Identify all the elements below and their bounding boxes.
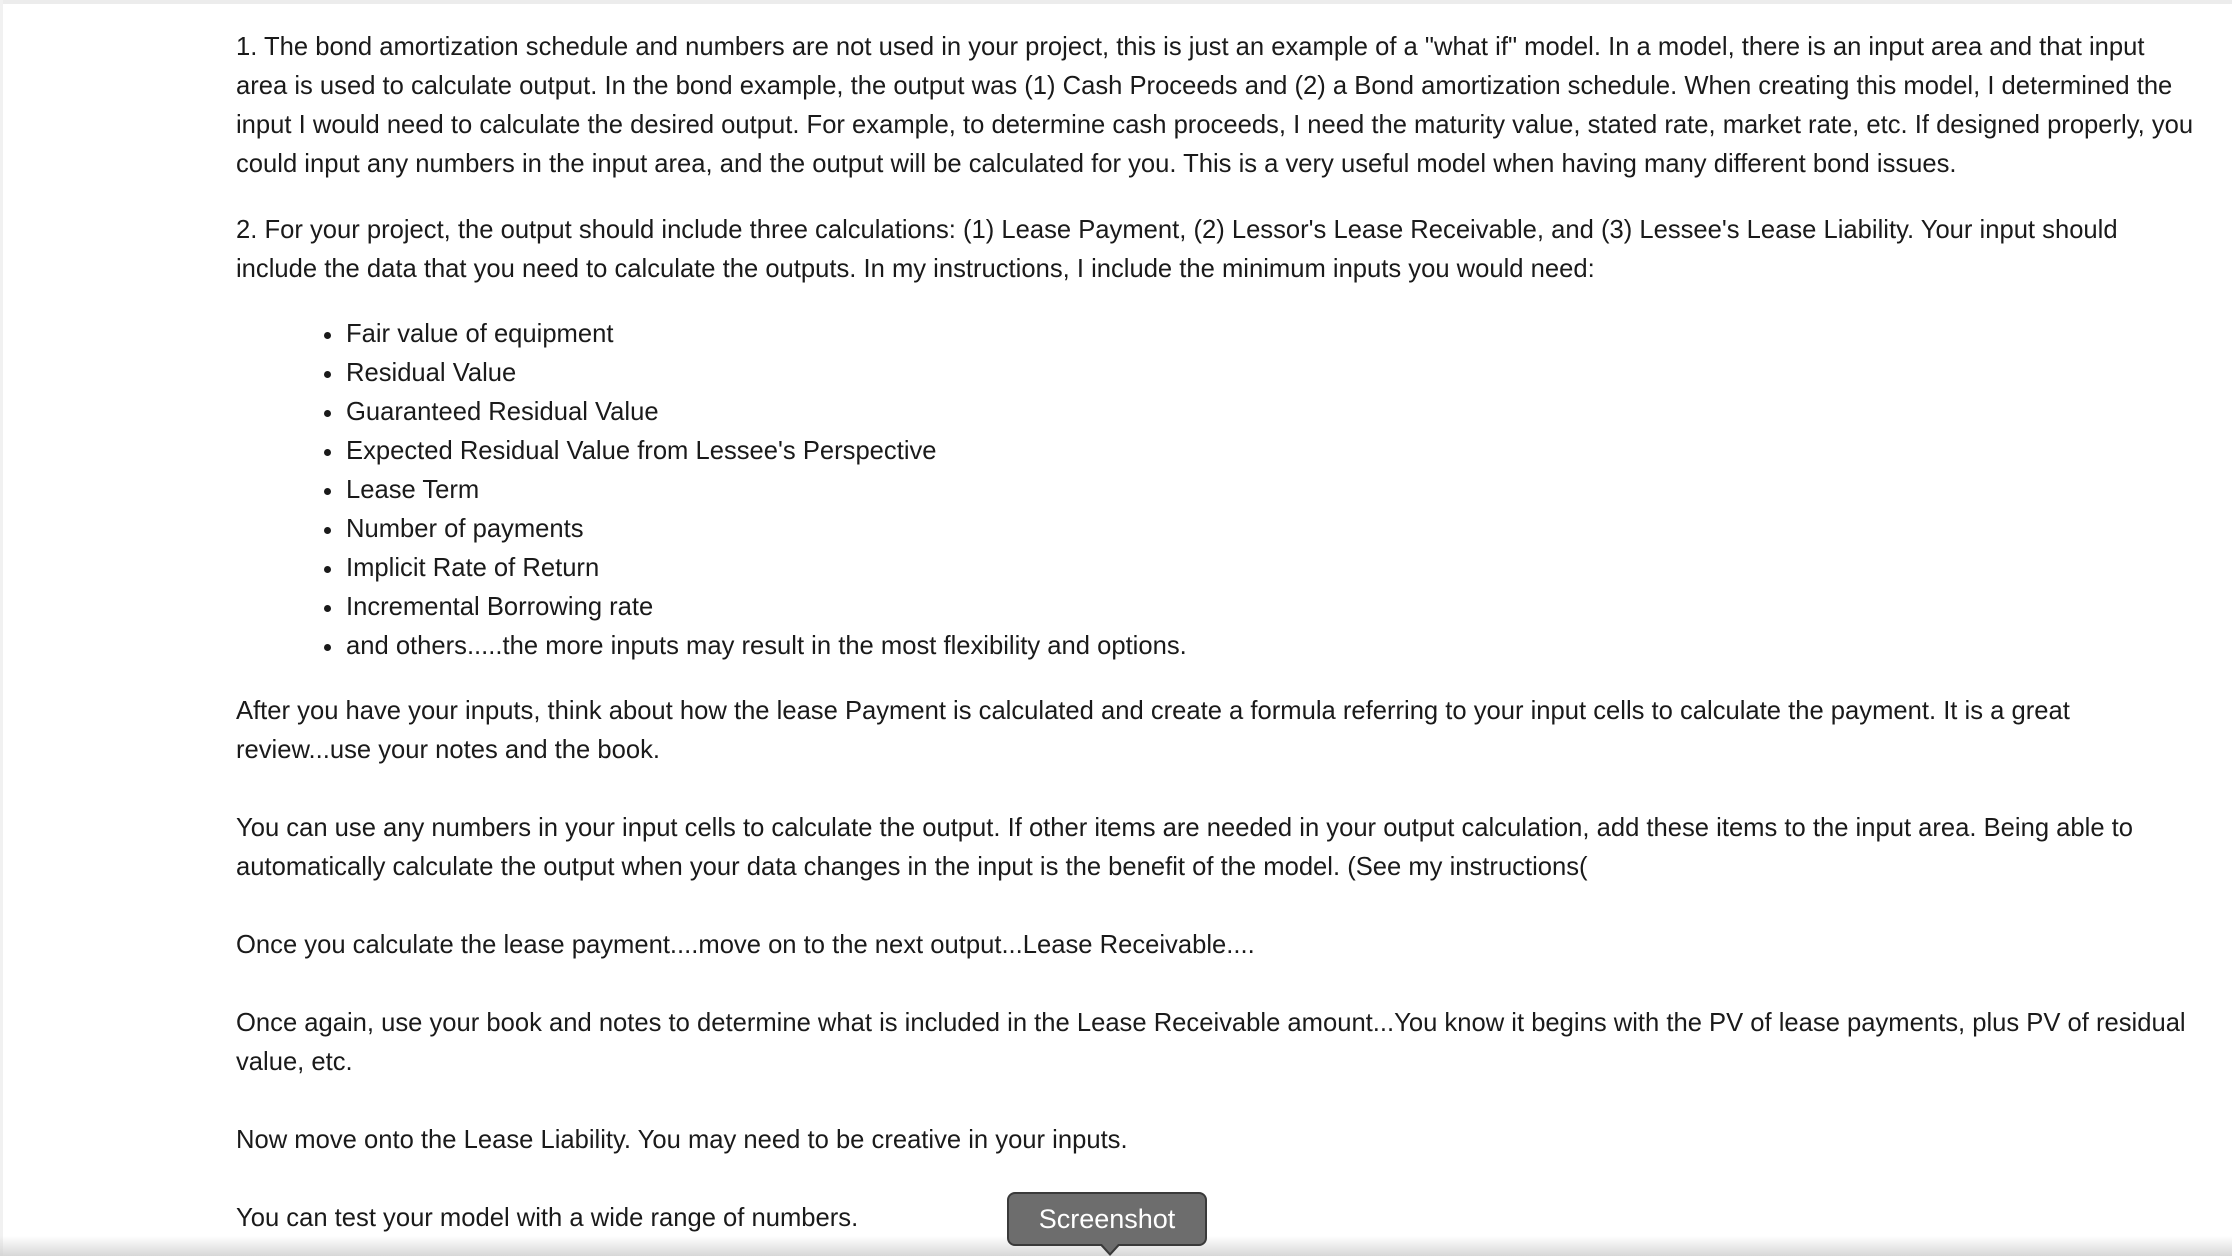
left-divider xyxy=(0,0,3,1256)
tooltip-pointer-fill xyxy=(1101,1243,1119,1253)
paragraph-test-model: You can test your model with a wide range of numbers. xyxy=(236,1204,859,1232)
paragraph-lease-receivable: Once again, use your book and notes to determine what is included in the Lease Receivable amount...You know it begins with the PV of lease payments, plus PV of residual value, etc. xyxy=(236,1009,2186,1076)
list-item: Residual Value xyxy=(346,354,2202,393)
screenshot-tooltip: Screenshot xyxy=(1007,1192,1207,1246)
minimum-inputs-list xyxy=(236,315,2202,666)
list-item: Lease Term xyxy=(346,471,2202,510)
instructions-document xyxy=(236,28,2202,1238)
top-divider xyxy=(0,0,2232,4)
list-item: Incremental Borrowing rate xyxy=(346,588,2202,627)
list-item: Expected Residual Value from Lessee's Perspective xyxy=(346,432,2202,471)
paragraph-project-outputs: 2. For your project, the output should include three calculations: (1) Lease Payment, (2) Lessor's Lease Receivable, and (3) Lessee's Lease Liability. Your input should include the data that you need to calculate the outputs. In my instructions, I include the minimum inputs you would need: xyxy=(236,216,2118,283)
paragraph-lease-liability: Now move onto the Lease Liability. You may need to be creative in your inputs. xyxy=(236,1126,1128,1154)
paragraph-input-cells: You can use any numbers in your input cells to calculate the output. If other items are needed in your output calculation, add these items to the input area. Being able to automatically calculate the output when your data changes in the input is the benefit of the model. (See my instructions( xyxy=(236,814,2134,881)
list-item: Guaranteed Residual Value xyxy=(346,393,2202,432)
list-item: and others.....the more inputs may result in the most flexibility and options. xyxy=(346,627,2202,666)
list-item: Implicit Rate of Return xyxy=(346,549,2202,588)
list-item: Fair value of equipment xyxy=(346,315,2202,354)
paragraph-lease-payment: After you have your inputs, think about how the lease Payment is calculated and create a formula referring to your input cells to calculate the payment. It is a great review...use your notes and the book. xyxy=(236,697,2070,764)
paragraph-bond-example: 1. The bond amortization schedule and numbers are not used in your project, this is just an example of a "what if" model. In a model, there is an input area and that input area is used to calculate output. In the bond example, the output was (1) Cash Proceeds and (2) a Bond amortization schedule. When creating this model, I determined the input I would need to calculate the desired output. For example, to determine cash proceeds, I need the maturity value, stated rate, market rate, etc. If designed properly, you could input any numbers in the input area, and the output will be calculated for you. This is a very useful model when having many different bond issues. xyxy=(236,33,2194,178)
list-item: Number of payments xyxy=(346,510,2202,549)
paragraph-next-output: Once you calculate the lease payment....move on to the next output...Lease Receivable.... xyxy=(236,931,1255,959)
